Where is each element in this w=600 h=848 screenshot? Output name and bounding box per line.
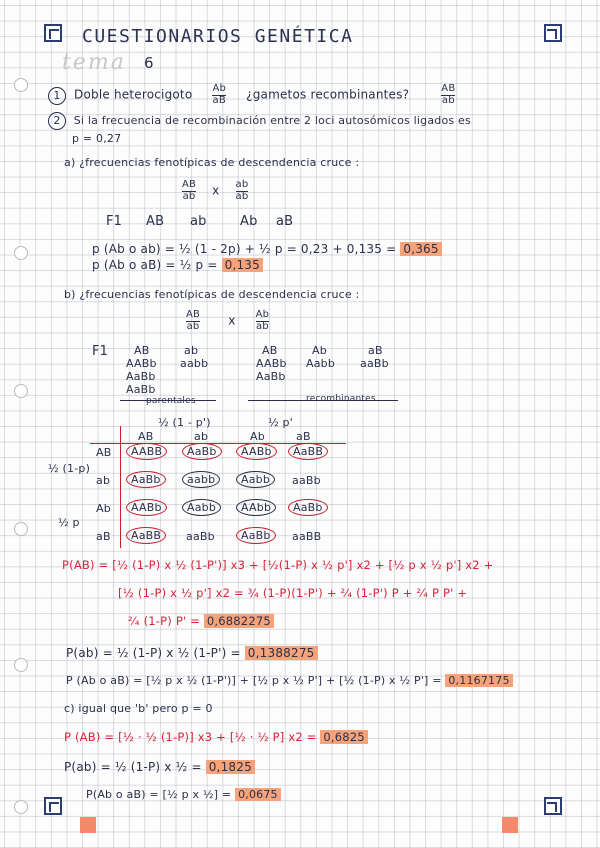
punnett-top-prob-2: ½ p' xyxy=(268,416,293,429)
question-1-text: Doble heterocigoto xyxy=(74,87,193,102)
part-b-eq-AbaB: P (Ab o aB) = [½ p x ½ (1-P')] + [½ p x ½ P'] + [½ (1-P) x ½ P'] = 0,1167175 xyxy=(66,674,513,687)
punnett-cell: AaBb xyxy=(126,471,166,488)
punnett-left-prob-2: ½ p xyxy=(58,516,80,529)
part-a-f1-item: AB xyxy=(146,214,165,229)
punnett-left-prob-1: ½ (1-p) xyxy=(48,462,91,475)
question-1-answer: $\frac{AB}{ab}$ xyxy=(441,83,456,106)
part-b-cross: $\frac{AB}{ab}$ x $\frac{Ab}{ab}$ xyxy=(186,309,270,332)
question-1-genotype: $\frac{Ab}{aB}$ xyxy=(212,83,227,106)
part-b-col3: AB AABb AaBb xyxy=(256,344,287,383)
part-c-eq-AbaB: P(Ab o aB) = [½ p x ½] = 0,0675 xyxy=(86,788,281,801)
question-1-question: ¿gametos recombinantes? xyxy=(246,87,410,102)
punnett-top-prob-1: ½ (1 - p') xyxy=(158,416,211,429)
punnett-col-head: aB xyxy=(296,430,311,443)
question-2 xyxy=(48,112,471,130)
punnett-row-head: Ab xyxy=(96,502,111,515)
punnett-cell: AABb xyxy=(126,499,167,516)
part-a-question: a) ¿frecuencias fenotípicas de descendencia cruce : xyxy=(64,156,360,169)
punnett-cell: AAbb xyxy=(236,499,276,516)
punnett-cell: AaBb xyxy=(288,499,328,516)
bottom-right-accent-square xyxy=(502,817,518,833)
tema-number: 6 xyxy=(144,54,154,72)
punnett-cell: AABb xyxy=(236,443,277,460)
part-b-eqAB-line2: [½ (1-P) x ½ p'] x2 = ¾ (1-P)(1-P') + ²⁄₄ (1-P') P + ²⁄₄ P P' + xyxy=(118,586,468,600)
top-right-corner-icon xyxy=(544,24,562,42)
part-c-eq-AbaB-result: 0,0675 xyxy=(235,788,281,801)
part-a-eq1: p (Ab o ab) = ½ (1 - 2p) + ½ p = 0,23 + 0,135 = 0,365 xyxy=(92,242,442,256)
punnett-row-head: ab xyxy=(96,474,111,487)
part-c-question: c) igual que 'b' pero p = 0 xyxy=(64,702,213,715)
part-c-eqAB-result: 0,6825 xyxy=(320,730,367,744)
part-b-col4: Ab Aabb xyxy=(306,344,336,370)
part-a-f1-item: aB xyxy=(276,214,294,229)
question-1-number: 1 xyxy=(48,87,66,105)
part-b-f1-label: F1 xyxy=(92,344,109,359)
part-a-f1-label: F1 xyxy=(106,214,123,229)
part-c-eq-ab-result: 0,1825 xyxy=(206,760,255,774)
binder-hole xyxy=(14,658,28,672)
part-a-eq1-result: 0,365 xyxy=(400,242,441,256)
part-a-eq2: p (Ab o aB) = ½ p = 0,135 xyxy=(92,258,263,272)
parentales-label: parentales xyxy=(146,396,196,406)
punnett-cell: aaBb xyxy=(292,474,321,487)
top-left-corner-icon xyxy=(44,24,62,42)
tema-label: tema xyxy=(62,50,126,75)
punnett-cell: AaBb xyxy=(182,443,222,460)
punnett-col-head: ab xyxy=(194,430,209,443)
part-b-eq-ab: P(ab) = ½ (1-P) x ½ (1-P') = 0,1388275 xyxy=(66,646,318,660)
part-a-f1-item: Ab xyxy=(240,214,258,229)
recombinantes-label: recombinantes xyxy=(306,394,376,404)
punnett-cell: Aabb xyxy=(182,499,221,516)
punnett-vertical-line xyxy=(120,426,121,548)
punnett-cell: aaBB xyxy=(292,530,322,543)
part-b-eqAB-line3: ²⁄₄ (1-P) P' = 0,6882275 xyxy=(128,614,274,628)
binder-hole xyxy=(14,78,28,92)
part-b-eq-AbaB-result: 0,1167175 xyxy=(445,674,512,687)
question-2-line2: p = 0,27 xyxy=(72,132,122,145)
part-b-col5: aB aaBb xyxy=(360,344,389,370)
part-b-col1: AB AABb AaBb AaBb xyxy=(126,344,157,396)
bottom-left-corner-icon xyxy=(44,797,62,815)
part-b-eqAB-line1: P(AB) = [½ (1-P) x ½ (1-P')] x3 + [½(1-P) x ½ p'] x2 + [½ p x ½ p'] x2 + xyxy=(62,558,494,572)
binder-hole xyxy=(14,522,28,536)
question-2-number: 2 xyxy=(48,112,66,130)
part-c-eq-ab: P(ab) = ½ (1-P) x ½ = 0,1825 xyxy=(64,760,255,774)
part-b-question: b) ¿frecuencias fenotípicas de descendencia cruce : xyxy=(64,288,360,301)
punnett-row-head: AB xyxy=(96,446,112,459)
punnett-cell: aabb xyxy=(182,471,220,488)
punnett-cell: AABB xyxy=(126,443,167,460)
part-a-eq2-result: 0,135 xyxy=(222,258,263,272)
punnett-cell: Aabb xyxy=(236,471,275,488)
punnett-cell: AaBB xyxy=(126,527,166,544)
page-title: CUESTIONARIOS GENÉTICA xyxy=(82,26,354,47)
binder-hole xyxy=(14,384,28,398)
punnett-cell: aaBb xyxy=(186,530,215,543)
binder-hole xyxy=(14,800,28,814)
part-c-eqAB: P (AB) = [½ · ½ (1-P)] x3 + [½ · ½ P] x2 = 0,6825 xyxy=(64,730,368,744)
punnett-col-head: AB xyxy=(138,430,154,443)
part-a-cross: $\frac{AB}{ab}$ x $\frac{ab}{ab}$ xyxy=(182,179,249,202)
punnett-cell: AaBB xyxy=(288,443,328,460)
part-a-f1-item: ab xyxy=(190,214,207,229)
punnett-row-head: aB xyxy=(96,530,111,543)
part-b-eq-ab-result: 0,1388275 xyxy=(245,646,318,660)
bottom-left-accent-square xyxy=(80,817,96,833)
question-1 xyxy=(48,84,455,106)
punnett-col-head: Ab xyxy=(250,430,265,443)
bottom-right-corner-icon xyxy=(544,797,562,815)
part-b-col2: ab aabb xyxy=(180,344,209,370)
part-b-eqAB-result: 0,6882275 xyxy=(204,614,274,628)
binder-hole xyxy=(14,246,28,260)
question-2-line1: Si la frecuencia de recombinación entre 2 loci autosómicos ligados es xyxy=(73,114,471,127)
punnett-cell: AaBb xyxy=(236,527,276,544)
